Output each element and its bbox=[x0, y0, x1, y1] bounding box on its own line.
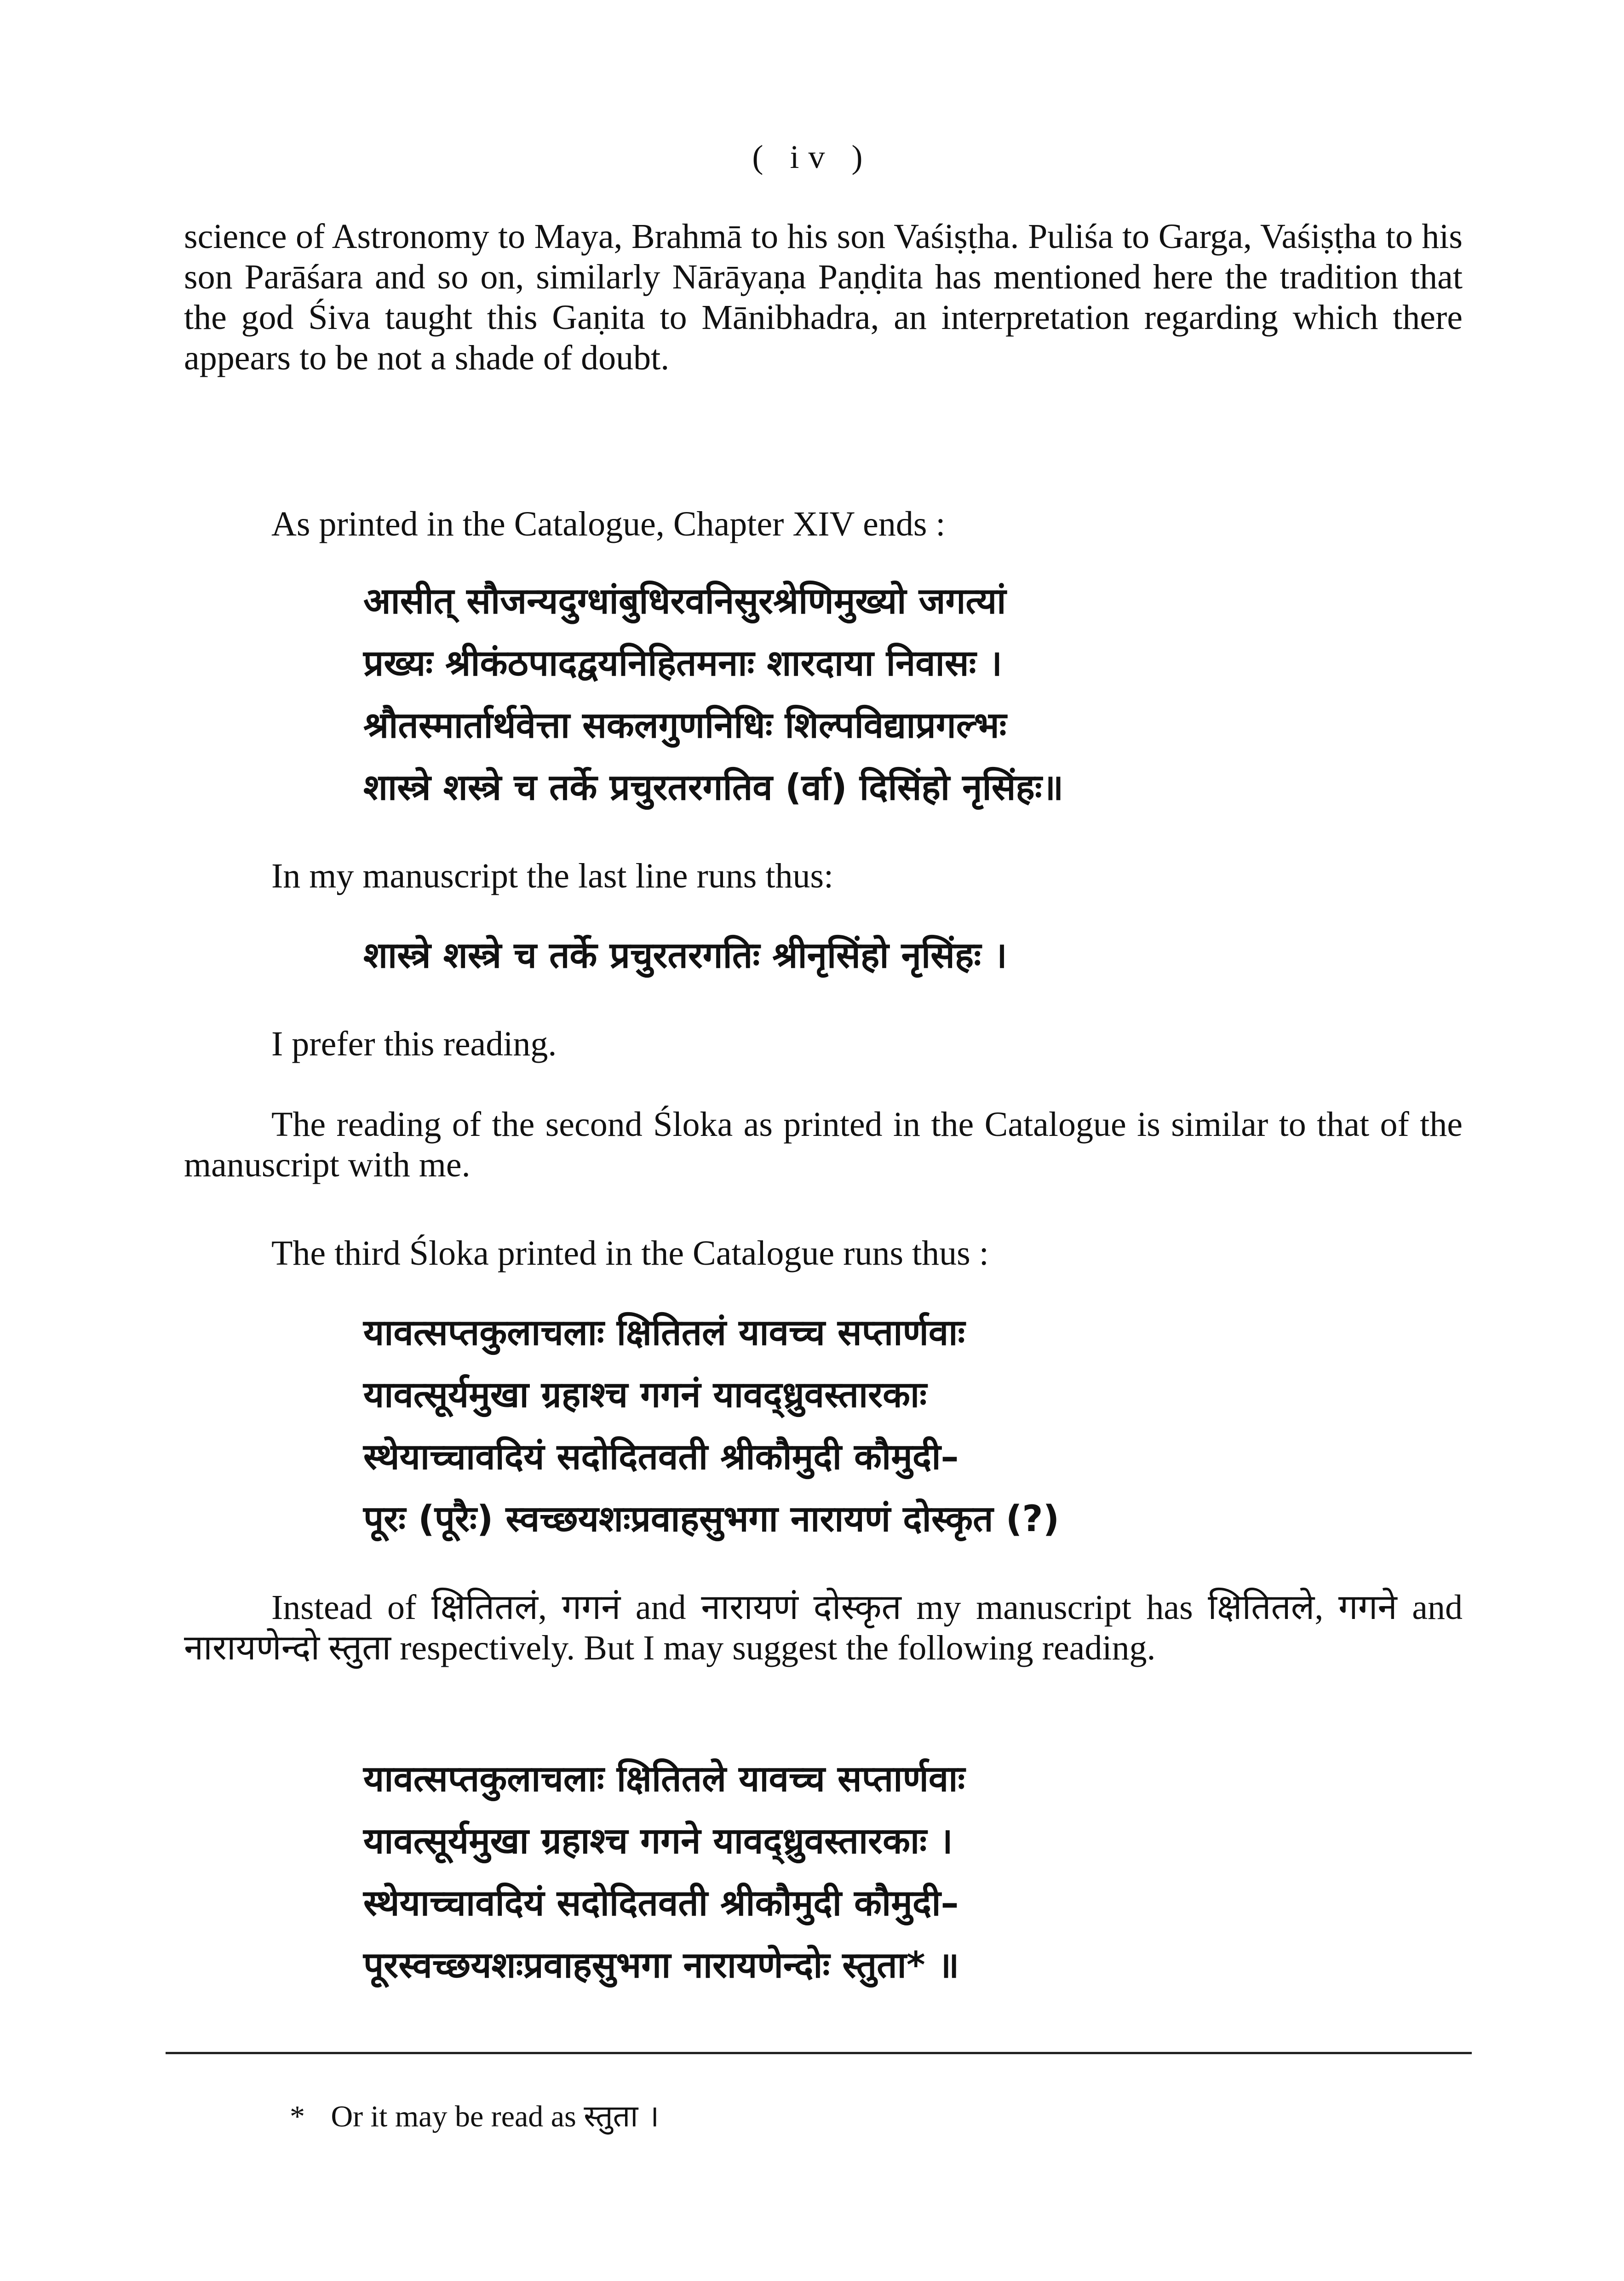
third-sloka-intro: The third Śloka printed in the Catalogue runs thus : bbox=[271, 1234, 989, 1273]
manuscript-intro: In my manuscript the last line runs thus: bbox=[271, 857, 834, 895]
verse-line: श्रौतस्मार्तार्थवेत्ता सकलगुणनिधिः शिल्पविद्याप्रगल्भः bbox=[363, 705, 1007, 746]
catalogue-intro: As printed in the Catalogue, Chapter XIV ends : bbox=[271, 505, 946, 543]
verse-line: प्रख्यः श्रीकंठपादद्वयनिहितमनाः शारदाया निवासः । bbox=[363, 643, 1003, 684]
verse-line: यावत्सप्तकुलाचलाः क्षितितलं यावच्च सप्तार्णवाः bbox=[363, 1312, 965, 1354]
verse-line: आसीत् सौजन्यदुग्धांबुधिरवनिसुरश्रेणिमुख्यो जगत्यां bbox=[363, 581, 1006, 622]
footnote-mark: * bbox=[290, 2100, 305, 2133]
verse-line: यावत्सूर्यमुखा ग्रहाश्च गगने यावद्ध्रुवस्तारकाः । bbox=[363, 1820, 953, 1862]
footnote-divider bbox=[166, 2052, 1472, 2054]
verse-line: पूरः (पूरैः) स्वच्छयशःप्रवाहसुभगा नारायणं दोस्कृत (?) bbox=[363, 1498, 1060, 1540]
verse-line: स्थेयाच्चावदियं सदोदितवती श्रीकौमुदी कौमुदी– bbox=[363, 1436, 959, 1478]
instead-paragraph: Instead of क्षितितलं, गगनं and नारायणं दोस्कृत my manuscript has क्षितितले, गगने and नारायणेन्दो स्तुता respectively. But I may suggest the following reading. bbox=[184, 1588, 1463, 1667]
intro-paragraph: science of Astronomy to Maya, Brahmā to his son Vaśiṣṭha. Puliśa to Garga, Vaśiṣṭha to his son Parāśara and so on, similarly Nārāyaṇa Paṇḍita has mentioned here the tradition that the god Śiva taught this Gaṇita to Mānibhadra, an interpretation regarding which there appears to be not a shade of doubt. bbox=[184, 217, 1463, 377]
verse-line: यावत्सप्तकुलाचलाः क्षितितले यावच्च सप्तार्णवाः bbox=[363, 1758, 965, 1800]
prefer-reading: I prefer this reading. bbox=[271, 1025, 557, 1063]
verse-line: पूरस्वच्छयशःप्रवाहसुभगा नारायणेन्दोः स्तुता* ॥ bbox=[363, 1945, 959, 1986]
footnote-text: Or it may be read as bbox=[331, 2100, 576, 2133]
verse-line: यावत्सूर्यमुखा ग्रहाश्च गगनं यावद्ध्रुवस्तारकाः bbox=[363, 1374, 927, 1416]
page-number: ( iv ) bbox=[752, 138, 872, 175]
verse-catalogue-chapter-xiv bbox=[363, 570, 1274, 819]
second-sloka-paragraph: The reading of the second Śloka as printed in the Catalogue is similar to that of the manuscript with me. bbox=[184, 1105, 1463, 1184]
footnote-devanagari: स्तुता । bbox=[584, 2098, 660, 2134]
verse-line: शास्त्रे शस्त्रे च तर्के प्रचुरतरगतिः श्रीनृसिंहो नृसिंहः । bbox=[363, 935, 1007, 976]
verse-line: शास्त्रे शस्त्रे च तर्के प्रचुरतरगतिव (र्वा) दिसिंहो नृसिंहः॥ bbox=[363, 767, 1064, 808]
verse-line: स्थेयाच्चावदियं सदोदितवती श्रीकौमुदी कौमुदी– bbox=[363, 1883, 959, 1924]
verse-suggested-reading bbox=[363, 1748, 1274, 1997]
verse-manuscript-last-line bbox=[363, 925, 1274, 987]
footnote bbox=[290, 2098, 659, 2135]
verse-catalogue-third-sloka bbox=[363, 1302, 1274, 1550]
